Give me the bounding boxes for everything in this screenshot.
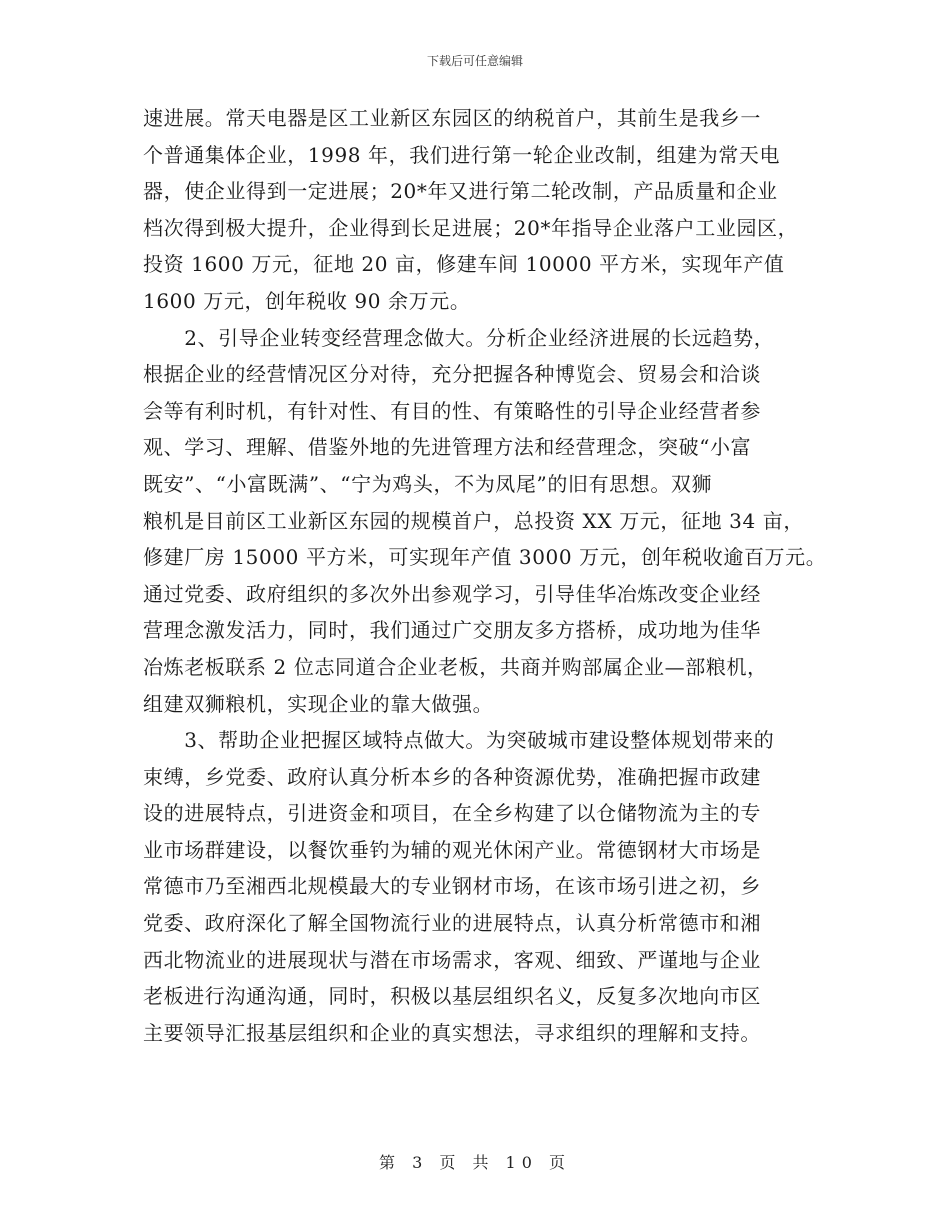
text-line: 常德市乃至湘西北规模最大的专业钢材市场，在该市场引进之初，乡 (143, 874, 761, 899)
text-line: 修建厂房 15000 平方米，可实现年产值 3000 万元，创年税收逾百万元。 (143, 545, 827, 570)
text-line: 投资 1600 万元，征地 20 亩，修建车间 10000 平方米，实现年产值 (143, 252, 785, 277)
text-line: 1600 万元，创年税收 90 余万元。 (143, 288, 471, 313)
text-line: 2、引导企业转变经营理念做大。分析企业经济进展的长远趋势， (143, 325, 775, 350)
text-line: 通过党委、政府组织的多次外出参观学习，引导佳华冶炼改变企业经 (143, 581, 761, 606)
page-header: 下载后可任意编辑 (426, 54, 523, 68)
text-line: 营理念激发活力，同时，我们通过广交朋友多方搭桥，成功地为佳华 (143, 618, 761, 643)
text-line: 西北物流业的进展现状与潜在市场需求，客观、细致、严谨地与企业 (143, 947, 761, 972)
text-line: 观、学习、理解、借鉴外地的先进管理方法和经营理念，突破“小富 (143, 435, 752, 460)
text-line: 器，使企业得到一定进展；20*年又进行第二轮改制，产品质量和企业 (143, 179, 778, 204)
text-line: 会等有利时机，有针对性、有目的性、有策略性的引导企业经营者参 (143, 398, 761, 423)
text-line: 党委、政府深化了解全国物流行业的进展特点，认真分析常德市和湘 (143, 911, 761, 936)
page-footer: 第 3 页 共 10 页 (379, 1153, 571, 1172)
text-line: 速进展。常天电器是区工业新区东园区的纳税首户，其前生是我乡一 (143, 106, 761, 130)
text-line: 档次得到极大提升，企业得到长足进展；20*年指导企业落户工业园区， (143, 215, 799, 240)
text-line: 粮机是目前区工业新区东园的规模首户，总投资 XX 万元，征地 34 亩， (143, 508, 804, 533)
text-line: 既安”、“小富既满”、“宁为鸡头，不为凤尾”的旧有思想。双狮 (143, 471, 713, 496)
text-line: 组建双狮粮机，实现企业的靠大做强。 (143, 691, 494, 716)
document-body (143, 100, 827, 1051)
text-line: 主要领导汇报基层组织和企业的真实想法，寻求组织的理解和支持。 (143, 1020, 761, 1045)
text-line: 业市场群建设，以餐饮垂钓为辅的观光休闲产业。常德钢材大市场是 (143, 837, 761, 862)
text-line: 束缚，乡党委、政府认真分析本乡的各种资源优势，准确把握市政建 (143, 764, 761, 789)
text-line: 设的进展特点，引进资金和项目，在全乡构建了以仓储物流为主的专 (143, 801, 761, 826)
text-line: 老板进行沟通沟通，同时，积极以基层组织名义，反复多次地向市区 (143, 984, 761, 1009)
text-line: 根据企业的经营情况区分对待，充分把握各种博览会、贸易会和洽谈 (143, 362, 761, 387)
text-line: 个普通集体企业，1998 年，我们进行第一轮企业改制，组建为常天电 (143, 142, 781, 167)
text-line: 冶炼老板联系 2 位志同道合企业老板，共商并购部属企业—部粮机， (143, 654, 768, 679)
text-line: 3、帮助企业把握区域特点做大。为突破城市建设整体规划带来的 (143, 728, 775, 753)
